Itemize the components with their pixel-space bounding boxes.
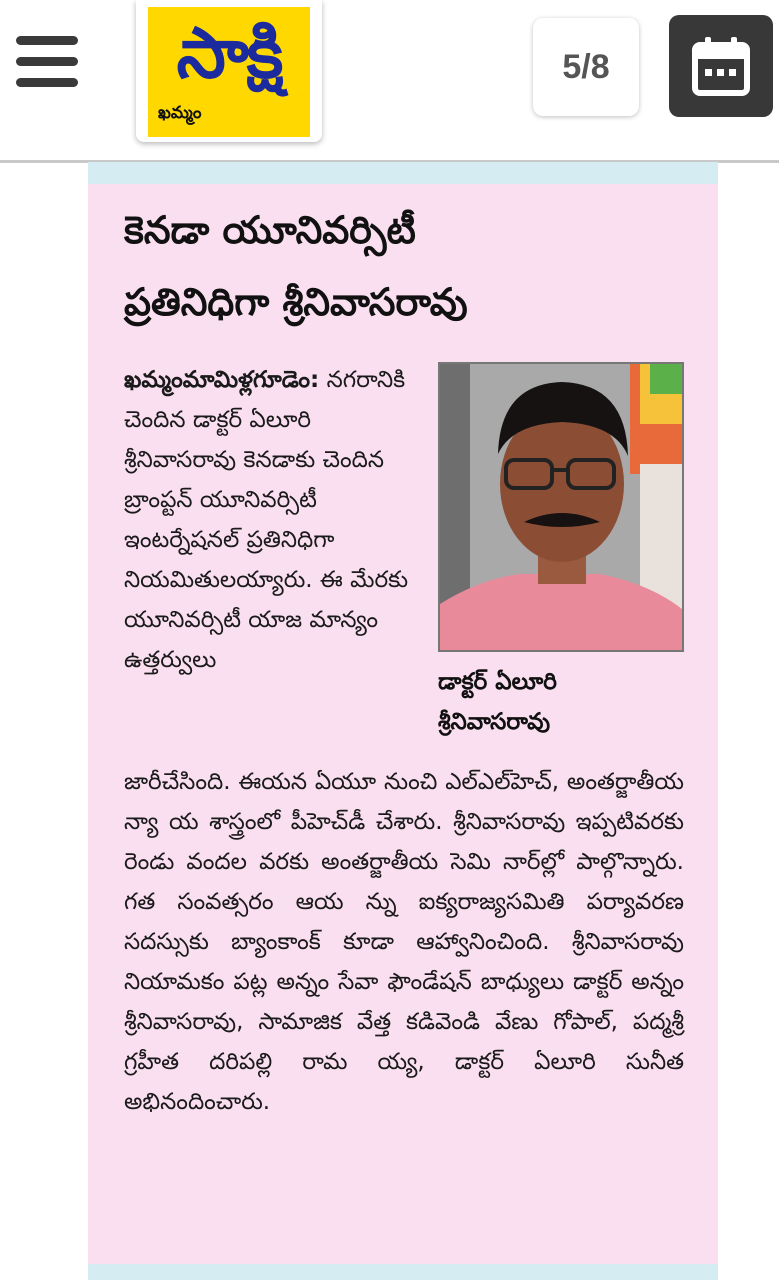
newspaper-logo[interactable] — [136, 0, 322, 142]
calendar-button[interactable] — [669, 15, 773, 117]
caption-line-2: శ్రీనివాసరావు — [438, 709, 551, 735]
top-app-bar — [0, 0, 779, 163]
logo-yellow-box — [148, 7, 310, 137]
hamburger-menu-icon[interactable] — [16, 36, 78, 90]
logo-edition: ఖమ్మం — [158, 103, 202, 123]
logo-title: సాక్షి — [176, 12, 282, 94]
page-counter[interactable]: 5/8 — [533, 18, 639, 116]
article-body: జారీచేసింది. ఈయన ఏయూ నుంచి ఎల్‌ఎల్‌హెచ్, అంతర్జాతీయ న్యా య శాస్త్రంలో పీహెచ్‌డీ చేశారు. శ్రీనివాసరావు ఇప్పటివరకు రెండు వందల వరకు అంతర్జాతీయ సెమి నార్‌ల్లో పాల్గొన్నారు. గత సంవత్సరం ఆయ న్ను ఐక్యరాజ్యసమితి పర్యావరణ సదస్సుకు బ్యాంకాంక్ కూడా ఆహ్వానించింది. శ్రీనివాసరావు నియామకం పట్ల అన్నం సేవా ఫౌండేషన్ బాధ్యులు డాక్టర్ అన్నం శ్రీనివాసరావు, సామాజిక వేత్త కడివెండి వేణు గోపాల్, పద్మశ్రీ గ్రహీత దరిపల్లి రామ య్య, డాక్టర్ ఏలూరి సునీత అభినందించారు. — [124, 769, 684, 1115]
photo-caption — [438, 662, 688, 742]
headline-line-2: ప్రతినిధిగా శ్రీనివాసరావు — [124, 280, 468, 324]
headline-line-1: కెనడా యూనివర్సిటీ — [124, 208, 416, 252]
article-dateline: ఖమ్మంమామిళ్లగూడెం: — [124, 367, 320, 393]
news-article — [88, 184, 718, 1264]
article-lead — [124, 360, 424, 680]
caption-line-1: డాక్టర్ ఏలూరి — [438, 669, 557, 695]
calendar-icon — [691, 35, 751, 97]
lead-paragraph: నగరానికి చెందిన డాక్టర్ ఏలూరి శ్రీనివాసరావు కెనడాకు చెందిన బ్రాంప్టన్ యూనివర్సిటీ ఇంటర్నేషనల్ ప్రతినిధిగా నియమితులయ్యారు. ఈ మేరకు యూనివర్సిటీ యాజ మాన్యం ఉత్తర్వులు — [124, 367, 409, 673]
newspaper-clipping — [88, 162, 718, 1280]
portrait-photo — [438, 362, 684, 652]
article-headline — [124, 194, 684, 338]
